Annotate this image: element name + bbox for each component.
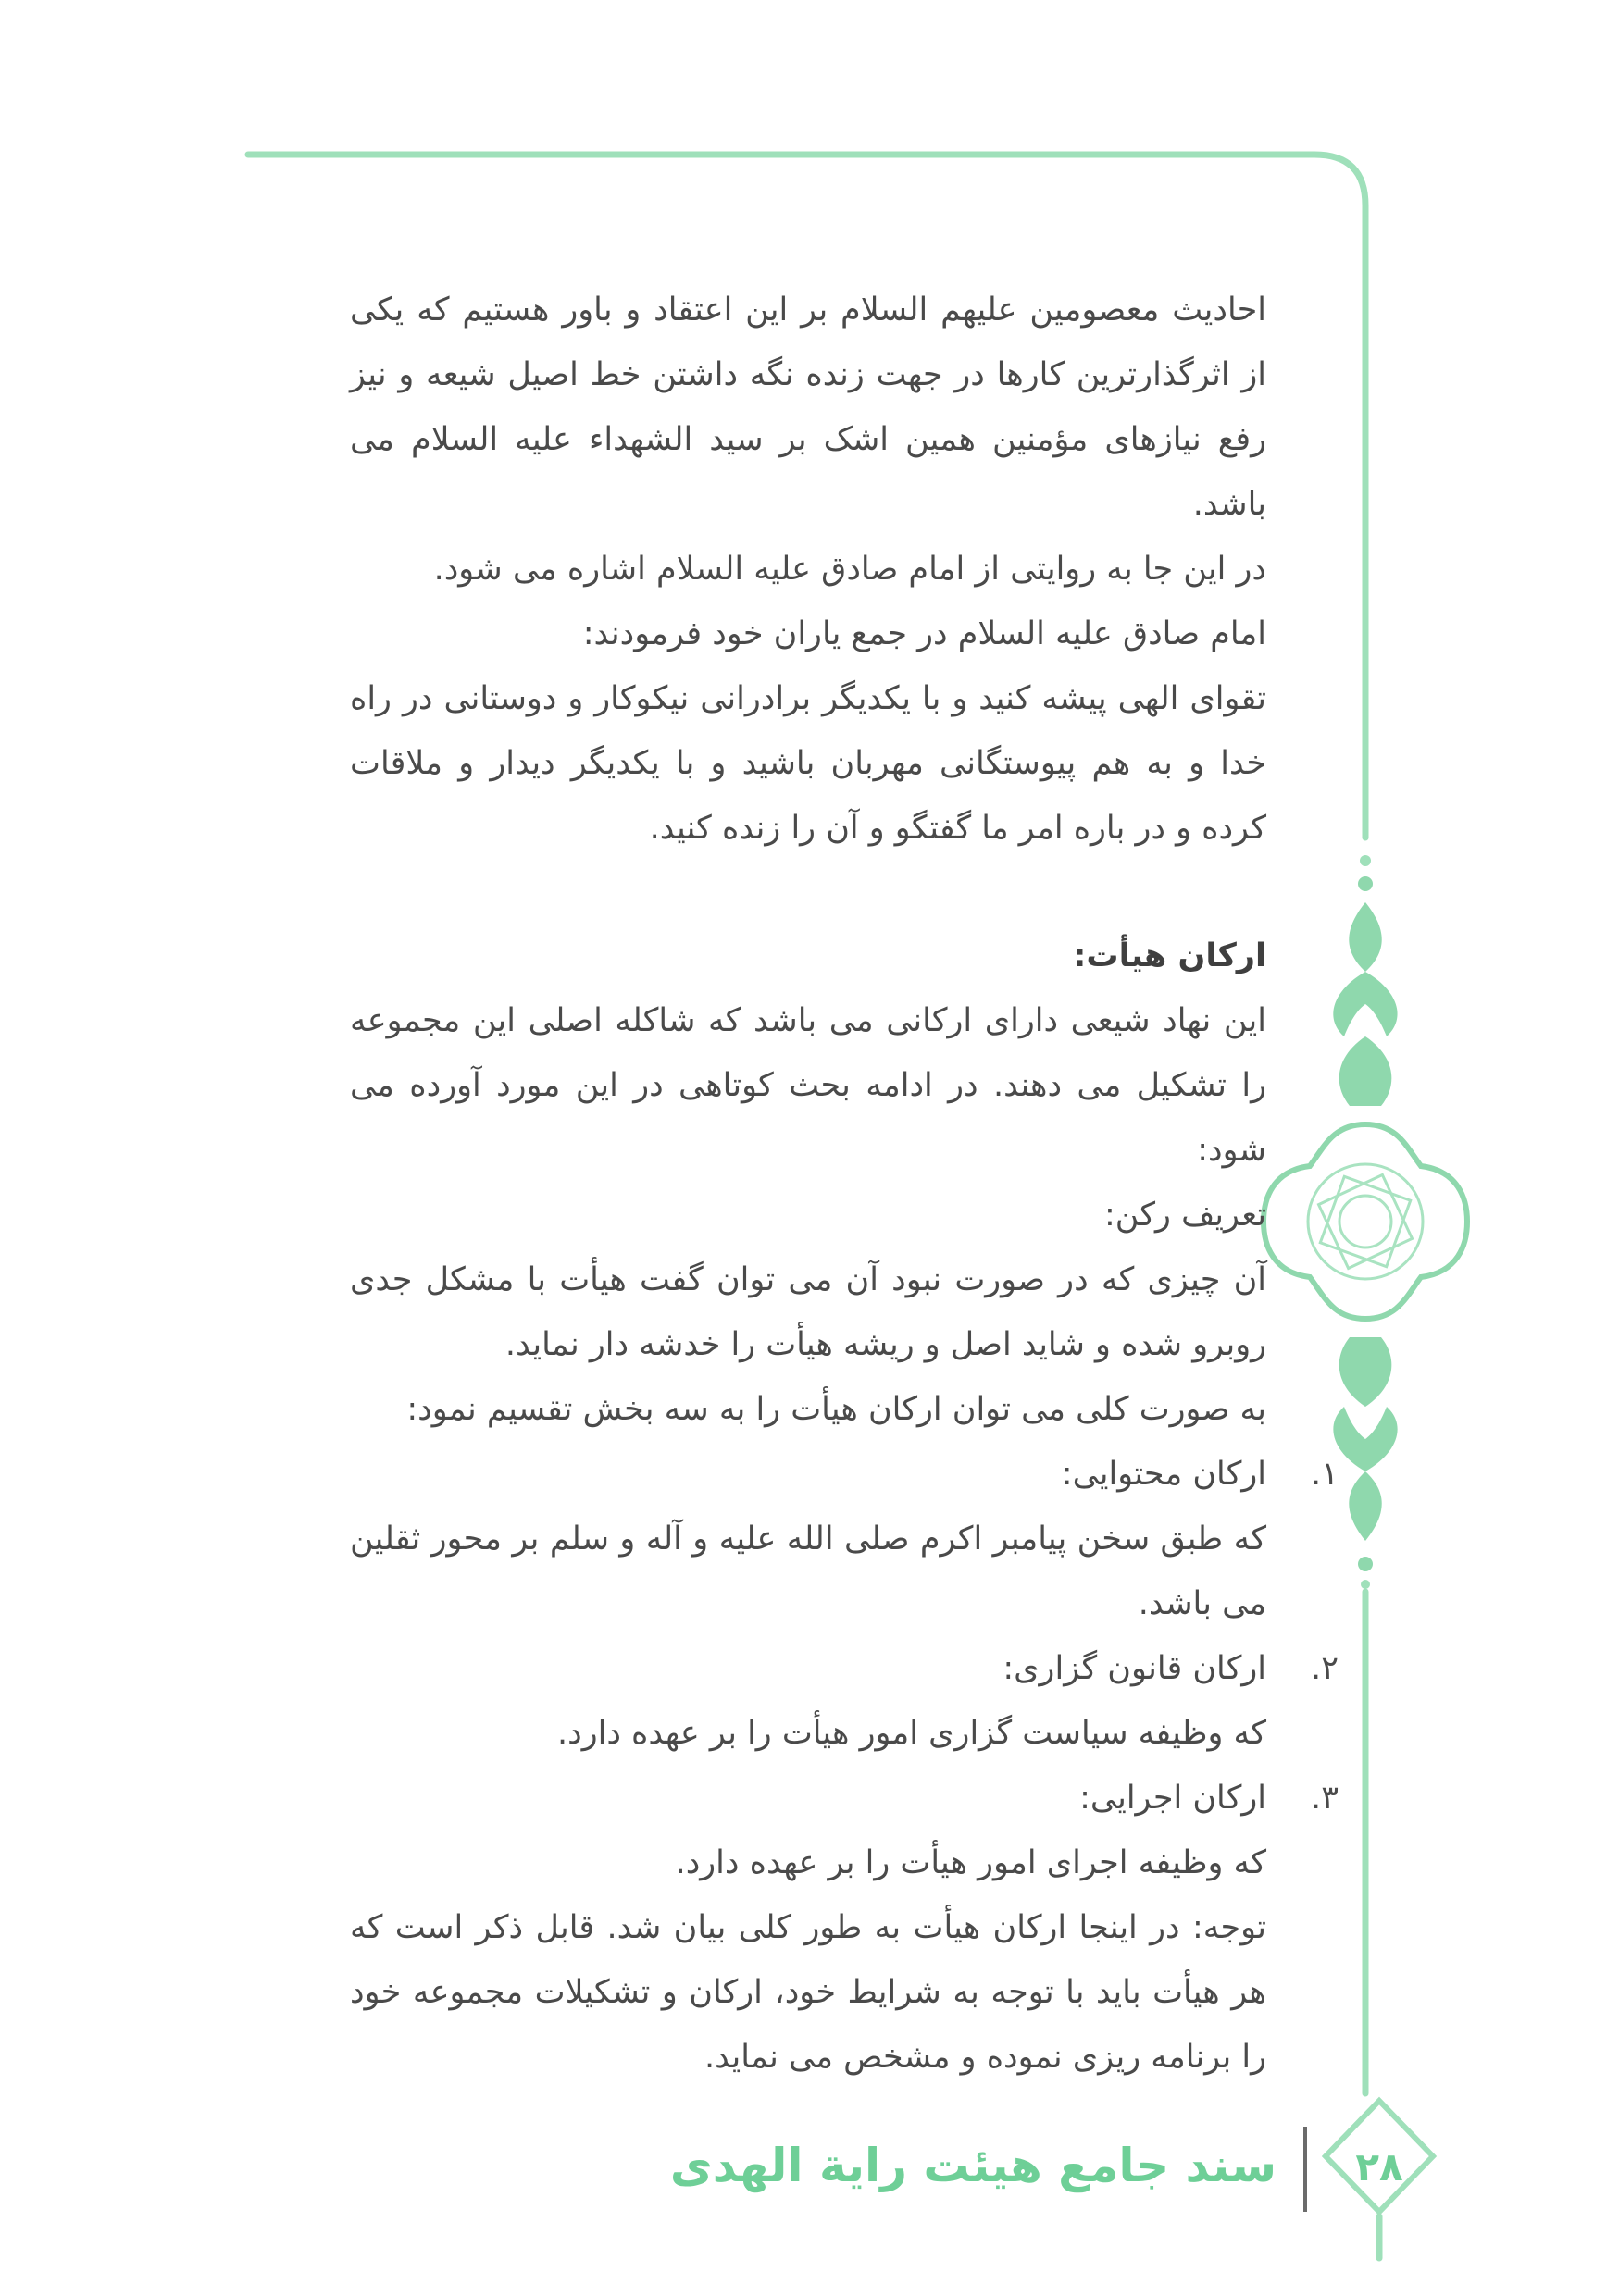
footer-title: سند جامع هیئت رایة الهدی bbox=[669, 2139, 1277, 2192]
list-item-desc: که وظیفه سیاست گزاری امور هیأت را بر عهده دارد. bbox=[556, 1715, 1266, 1752]
ornament-dot bbox=[1361, 1580, 1370, 1589]
list-item-desc: که طبق سخن پیامبر اکرم صلی الله علیه و آله و سلم بر محور ثقلین می باشد. bbox=[350, 1520, 1266, 1622]
list-item-title: ارکان قانون گزاری: bbox=[1003, 1650, 1266, 1687]
definition-text: آن چیزی که در صورت نبود آن می توان گفت هیأت با مشکل جدی روبرو شده و شاید اصل و ریشه هیأت را خدشه دار نماید. bbox=[350, 1261, 1266, 1363]
list-item-title: ارکان محتوایی: bbox=[1061, 1456, 1266, 1493]
section-heading: ارکان هیأت: bbox=[1073, 937, 1266, 974]
section-intro-text: این نهاد شیعی دارای ارکانی می باشد که شاکله اصلی این مجموعه را تشکیل می دهند. در ادامه بحث کوتاهی در این مورد آورده می شود: bbox=[350, 1002, 1266, 1169]
ornament-dot bbox=[1358, 876, 1373, 891]
list-number: ۱. bbox=[1311, 1456, 1339, 1493]
note-text: توجه: در اینجا ارکان هیأت به طور کلی بیان شد. قابل ذکر است که هر هیأت باید با توجه به شرایط خود، ارکان و تشکیلات مجموعه خود را برنامه ریزی نموده و مشخص می نماید. bbox=[350, 1909, 1266, 2076]
list-item bbox=[350, 1766, 1339, 1831]
main-content bbox=[350, 278, 1339, 2090]
list-item bbox=[350, 1442, 1339, 1507]
ornament-rosette-icon bbox=[1264, 1124, 1467, 1319]
paragraph-quote-intro: امام صادق علیه السلام در جمع یاران خود فرمودند: bbox=[582, 615, 1266, 652]
list-number: ۳. bbox=[1311, 1780, 1339, 1817]
definition-heading: تعریف رکن: bbox=[1103, 1197, 1266, 1234]
page-number: ۲۸ bbox=[1355, 2144, 1403, 2190]
ornament-dot bbox=[1360, 855, 1371, 866]
paragraph-reference: در این جا به روایتی از امام صادق علیه السلام اشاره می شود. bbox=[433, 551, 1266, 588]
division-text: به صورت کلی می توان ارکان هیأت را به سه بخش تقسیم نمود: bbox=[406, 1391, 1266, 1428]
ornament-dot bbox=[1358, 1557, 1373, 1571]
paragraph-quote: تقوای الهی پیشه کنید و با یکدیگر برادرانی نیکوکار و دوستانی در راه خدا و به هم پیوستگانی مهربان باشید و با یکدیگر دیدار و ملاقات کرده و در باره امر ما گفتگو و آن را زنده کنید. bbox=[350, 680, 1266, 847]
paragraph-intro: احادیث معصومین علیهم السلام بر این اعتقاد و باور هستیم که یکی از اثرگذارترین کارها در جهت زنده نگه داشتن خط اصیل شیعه و نیز رفع نیازهای مؤمنین همین اشک بر سید الشهداء علیه السلام می باشد. bbox=[350, 292, 1266, 523]
list-item-title: ارکان اجرایی: bbox=[1079, 1780, 1266, 1817]
list-item-desc: که وظیفه اجرای امور هیأت را بر عهده دارد. bbox=[675, 1844, 1266, 1881]
list-item bbox=[350, 1636, 1339, 1701]
footer-divider bbox=[1303, 2127, 1307, 2212]
list-number: ۲. bbox=[1311, 1650, 1339, 1687]
